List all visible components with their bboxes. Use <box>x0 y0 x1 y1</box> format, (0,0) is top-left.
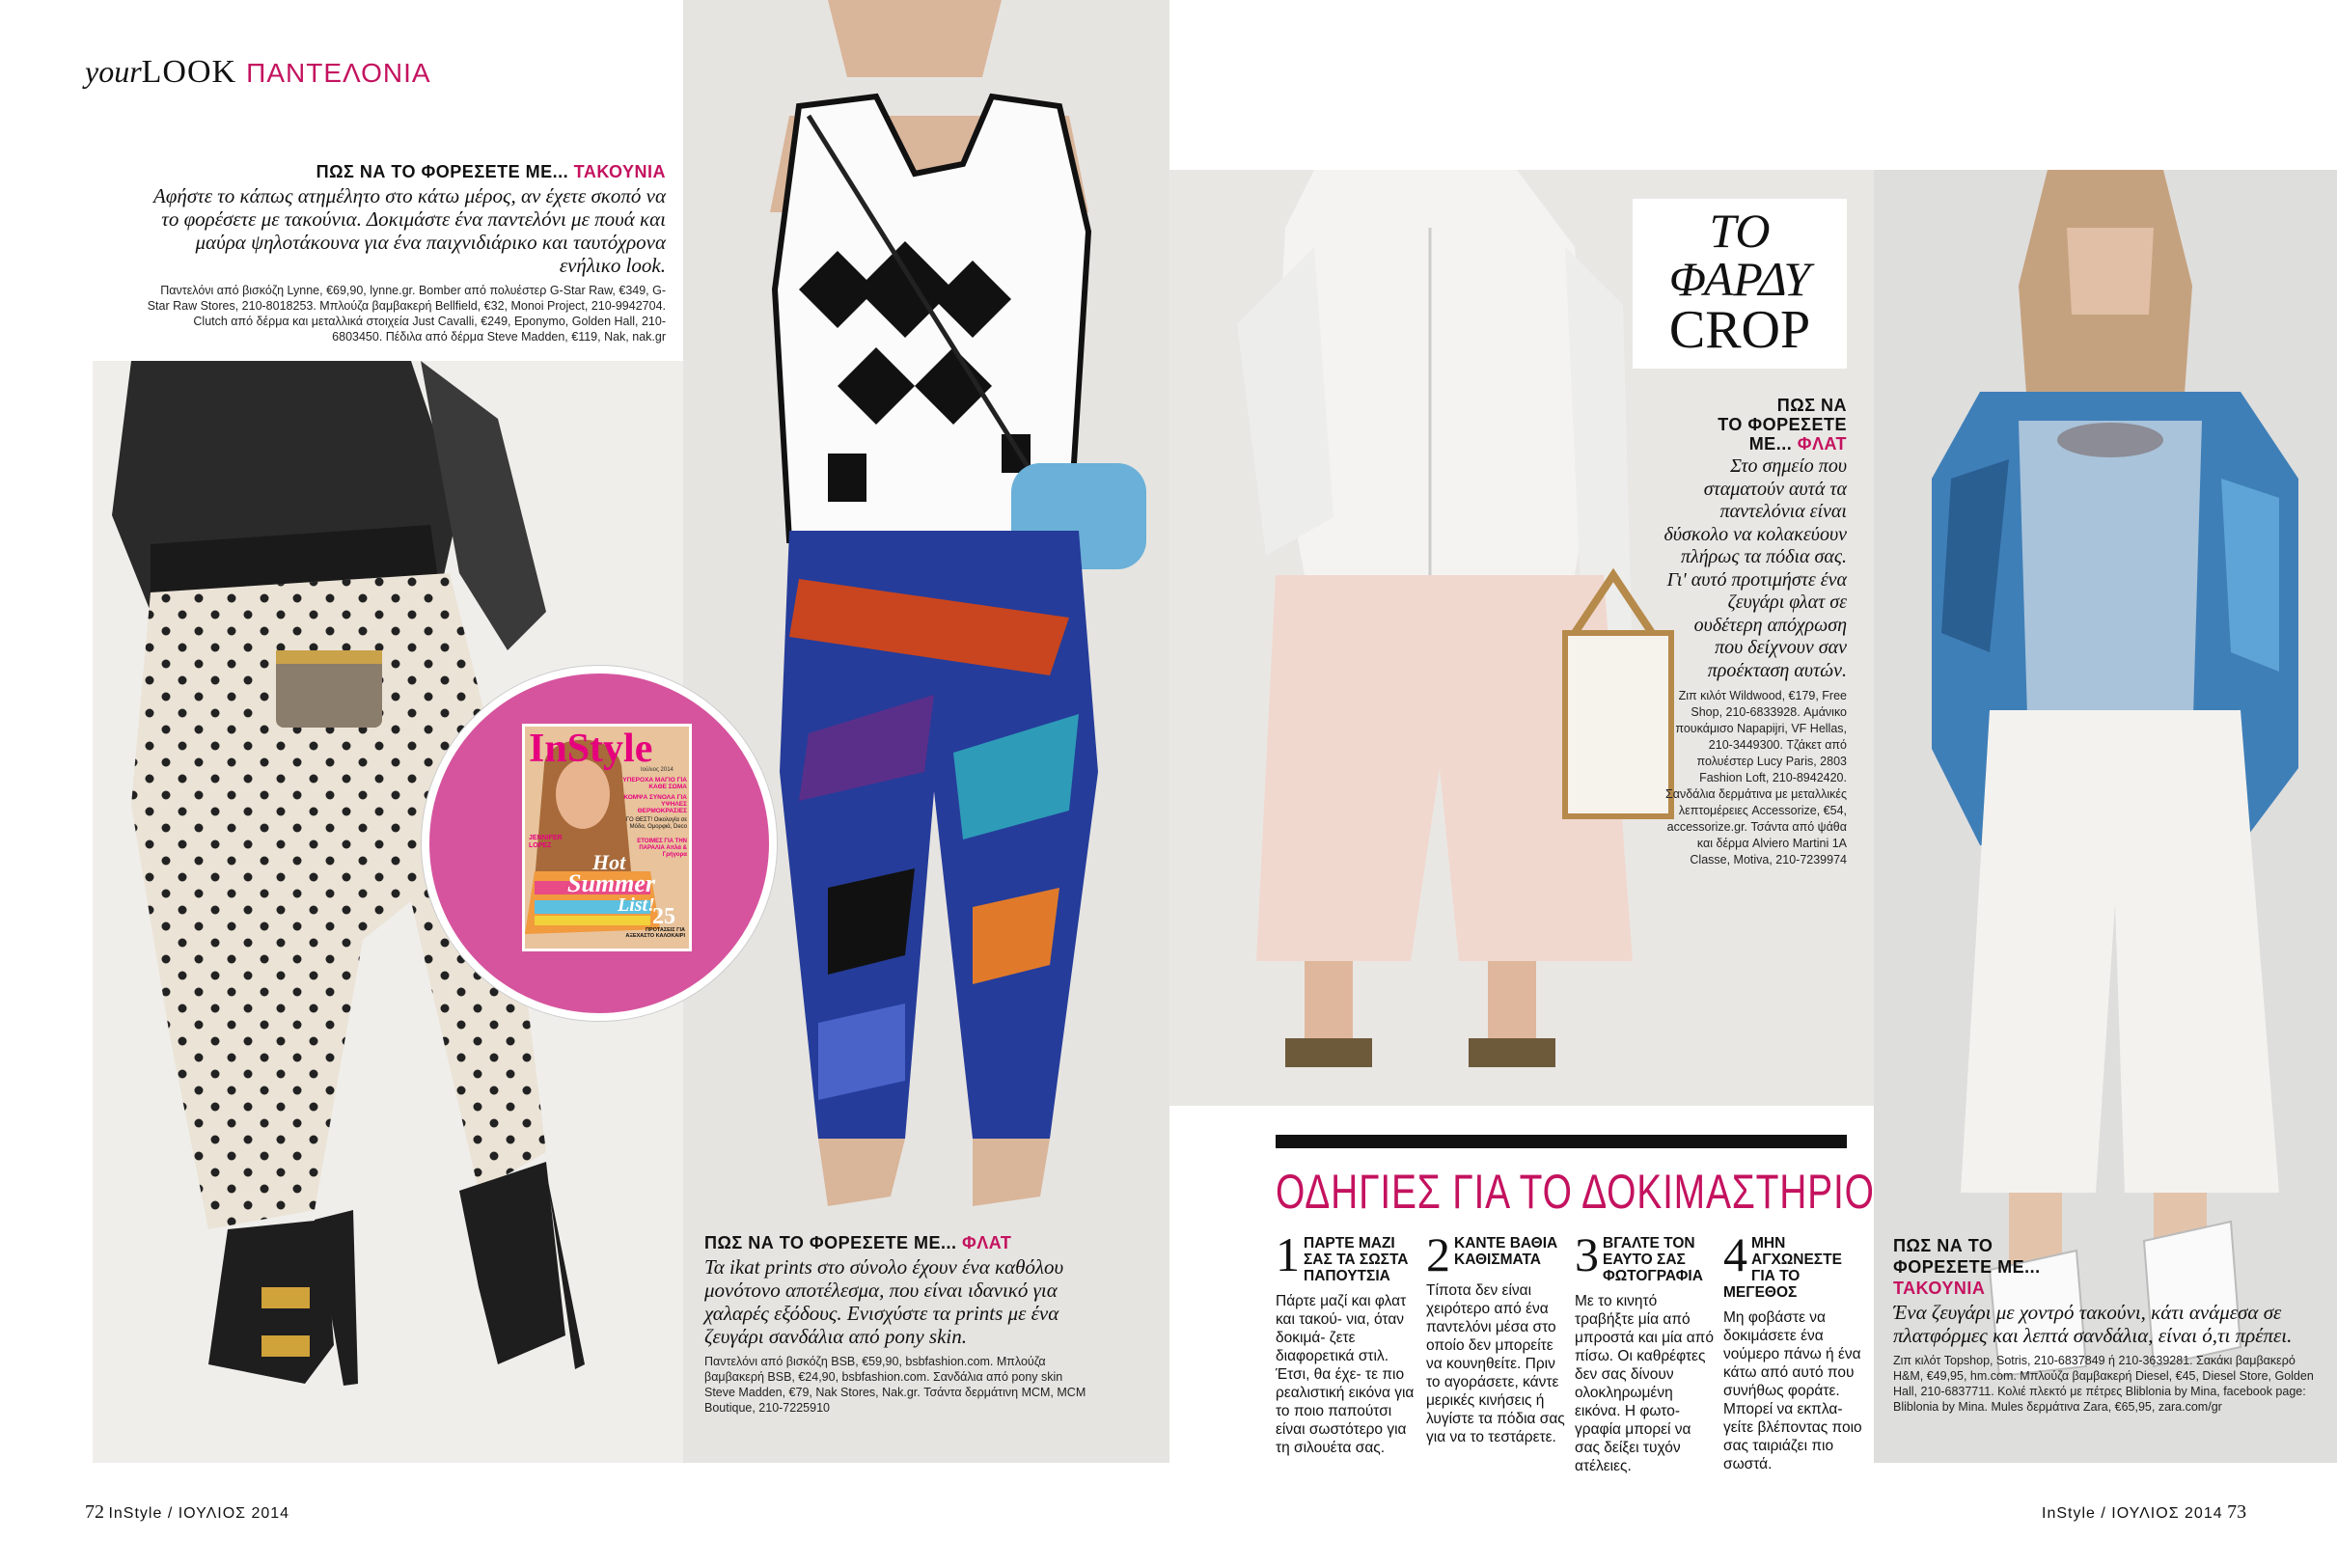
guide-step-4-text: Μη φοβάστε να δοκιμάσετε ένα νούμερο πάνω ή ένα κάτω από αυτό που συνήθως φοράτε. Μπορεί να εκπλα- γείτε βλέποντας ποιο σας ταιριάζει πιο σωστά. <box>1723 1309 1862 1472</box>
flat-crop-heading <box>1662 396 1847 454</box>
flat-crop-body: Στο σημείο που σταματούν αυτά τα παντελόνια είναι δύσκολο να κολακεύουν πλήρως τα πόδια σας. Γι' αυτό προτιμήστε ένα ζευγάρι φλατ σε ουδέτερη απόχρωση που δείχνουν σαν προέκταση αυτών. <box>1663 455 1847 681</box>
magazine-summer: Summer <box>567 869 656 897</box>
crop-title-line2: ΦΑΡΔΥ <box>1668 252 1811 306</box>
footer-right <box>2042 1501 2246 1524</box>
header-look: LOOK <box>141 54 237 90</box>
flat-ikat-heading-prefix: ΠΩΣ ΝΑ ΤΟ ΦΟΡΕΣΕΤΕ ΜΕ... <box>704 1233 957 1252</box>
magazine-date: Ιούλιος 2014 <box>641 767 674 773</box>
heels-right-heading-accent: ΤΑΚΟΥΝΙΑ <box>1893 1279 1986 1298</box>
magazine-number: 25 <box>652 904 675 929</box>
heels-credits: Παντελόνι από βισκόζη Lynne, €69,90, lynne.gr. Bomber από πολυέστερ G-Star Raw, €349, G-Star Raw Stores, 210-8018253. Μπλούζα βαμβακερή Bellfield, €32, Monoi Project, 210-9942704. Clutch από δέρμα και μεταλλικά στοιχεία Just Cavalli, €249, Eponymo, Golden Hall, 210-6803450. Πέδιλα από δέρμα Steve Madden, €119, Nak, nak.gr <box>147 284 666 344</box>
magazine-hot: Hot <box>592 850 626 874</box>
heels-right-text-block <box>1893 1235 2318 1415</box>
crop-title-line3: CROP <box>1668 300 1811 360</box>
guide-step-1-number: 1 <box>1276 1227 1300 1281</box>
heels-right-credits: Ζιπ κιλότ Topshop, Sotris, 210-6837849 ή 210-3639281. Σακάκι βαμβακερό H&M, €49,95, hm.com. Μπλούζα βαμβακερή Diesel, €45, Diesel Store, Golden Hall, 210-6837711. Κολιέ πλεκτό με πέτρες Bliblonia by Mina, facebook page: Bliblonia by Mina. Mules δερμάτινα Zara, €65,95, zara.com/gr <box>1893 1354 2314 1414</box>
guide-step-3 <box>1575 1227 1719 1475</box>
guide-step-2-title: ΚΑΝΤΕ ΒΑΘΙΑ ΚΑΘΙΣΜΑΤΑ <box>1454 1235 1558 1268</box>
magazine-number-text: ΠΡΟΤΑΣΕΙΣ ΓΙΑ ΑΞΕΧΑΣΤΟ ΚΑΛΟΚΑΙΡΙ <box>625 927 685 939</box>
flat-crop-credits: Ζιπ κιλότ Wildwood, €179, Free Shop, 210-6833928. Αμάνικο πουκάμισο Napapijri, VF Hellas, 210-3449300. Τζάκετ από πολυέστερ Lucy Paris, 2803 Fashion Loft, 210-8942420. Σανδάλια δερμάτινα με μεταλλικές λεπτομέρειες Accessorize, €54, accessorize.gr. Τσάντα από ψάθα και δέρμα Alviero Martini 1A Classe, Motiva, 210-7239974 <box>1665 689 1847 867</box>
header-section: ΠΑΝΤΕΛΟΝΙΑ <box>246 58 431 88</box>
guide-step-1 <box>1276 1227 1420 1457</box>
flat-ikat-heading <box>704 1233 1090 1253</box>
guide-title: ΟΔΗΓΙΕΣ ΓΙΑ ΤΟ ΔΟΚΙΜΑΣΤΗΡΙΟ <box>1276 1165 1875 1219</box>
heels-heading-prefix: ΠΩΣ ΝΑ ΤΟ ΦΟΡΕΣΕΤΕ ΜΕ... <box>316 162 569 181</box>
guide-step-2 <box>1426 1227 1571 1446</box>
magazine-cover-circle <box>422 666 777 1021</box>
heels-right-heading-line1: ΠΩΣ ΝΑ ΤΟ <box>1893 1236 1993 1255</box>
magazine-headline-2: ΚΟΜΨΑ ΣΥΝΟΛΑ ΓΙΑ ΥΨΗΛΕΣ ΘΕΡΜΟΚΡΑΣΙΕΣ <box>623 794 687 814</box>
footer-left <box>85 1501 289 1524</box>
heels-right-heading-line2: ΦΟΡΕΣΕΤΕ ΜΕ... <box>1893 1257 2041 1277</box>
guide-step-1-title: ΠΑΡΤΕ ΜΑΖΙ ΣΑΣ ΤΑ ΣΩΣΤΑ ΠΑΠΟΥΤΣΙΑ <box>1304 1235 1409 1284</box>
footer-left-text: InStyle / ΙΟΥΛΙΟΣ 2014 <box>108 1505 290 1522</box>
magazine-headline-1: ΥΠΕΡΟΧΑ ΜΑΓΙΟ ΓΙΑ ΚΑΘΕ ΣΩΜΑ <box>622 777 687 790</box>
guide-step-3-number: 3 <box>1575 1227 1599 1281</box>
heels-right-body: Ένα ζευγάρι με χοντρό τακούνι, κάτι ανάμεσα σε πλατφόρμες και λεπτά σανδάλια, είναι ό,τι πρέπει. <box>1893 1301 2293 1347</box>
guide-rule <box>1276 1135 1847 1148</box>
guide-step-1-text: Πάρτε μαζί και φλατ και τακού- νια, όταν δοκιμά- ζετε διαφορετικά στιλ. Έτσι, θα έχε- τε πιο ρεαλιστική εικόνα για το ποιο παπούτσι είναι σωστότερο για τη σιλουέτα σας. <box>1276 1293 1415 1456</box>
flat-ikat-heading-accent: ΦΛΑΤ <box>962 1233 1012 1252</box>
flat-crop-text-block <box>1662 396 1847 868</box>
magazine-cover-name: JENNIFER LOPEZ <box>529 835 563 849</box>
magazine-headline-3: ΓΟ ΘΕΣΤ! Οικολογία σε Μόδα, Ομορφιά, Deco <box>625 817 687 830</box>
heels-text-block <box>145 162 666 349</box>
page-number-left: 72 <box>85 1501 104 1523</box>
guide-step-4 <box>1723 1227 1868 1473</box>
crop-title-box <box>1633 199 1847 369</box>
flat-crop-heading-line3: ΜΕ... <box>1748 434 1793 454</box>
guide-step-3-text: Με το κινητό τραβήξτε μία από μπροστά και μία από πίσω. Οι καθρέφτες δεν σας δίνουν ολοκληρωμένη εικόνα. Η φωτο- γραφία μπορεί να σας δείξει τυχόν ατέλειες. <box>1575 1293 1714 1474</box>
guide-step-4-title: ΜΗΝ ΑΓΧΩΝΕΣΤΕ ΓΙΑ ΤΟ ΜΕΓΕΘΟΣ <box>1723 1235 1842 1301</box>
heels-right-heading <box>1893 1235 2318 1299</box>
section-header <box>85 54 431 98</box>
footer-right-text: InStyle / ΙΟΥΛΙΟΣ 2014 <box>2042 1505 2223 1522</box>
heels-heading <box>145 162 666 182</box>
guide-step-2-text: Τίποτα δεν είναι χειρότερο από ένα παντελόνι μέσα στο οποίο δεν μπορείτε να κουνηθείτε. Πριν το αγοράσετε, κάντε μερικές κινήσεις ή λυγίστε τα πόδια σας για να το τεστάρετε. <box>1426 1282 1565 1445</box>
crop-title-line1: ΤΟ <box>1709 204 1771 258</box>
guide-step-2-number: 2 <box>1426 1227 1450 1281</box>
header-your: your <box>85 54 142 89</box>
guide-step-4-number: 4 <box>1723 1227 1747 1281</box>
flat-crop-heading-line2: ΤΟ ΦΟΡΕΣΕΤΕ <box>1718 415 1847 434</box>
magazine-cover <box>522 724 692 951</box>
magazine-headline-4: ΕΤΟΙΜΕΣ ΓΙΑ ΤΗΝ ΠΑΡΑΛΙΑ Απλά & Γρήγορα <box>637 839 687 858</box>
guide-step-3-title: ΒΓΑΛΤΕ ΤΟΝ ΕΑΥΤΟ ΣΑΣ ΦΩΤΟΓΡΑΦΙΑ <box>1603 1235 1703 1284</box>
flat-crop-heading-line1: ΠΩΣ ΝΑ <box>1776 396 1847 415</box>
heels-heading-accent: ΤΑΚΟΥΝΙΑ <box>573 162 666 181</box>
flat-ikat-body: Τα ikat prints στο σύνολο έχουν ένα καθόλου μονότονο αποτέλεσμα, που είναι ιδανικό για χαλαρές εξόδους. Ενισχύστε τα prints με ένα ζευγάρι σανδάλια από pony skin. <box>704 1255 1064 1348</box>
magazine-list: List! <box>618 894 655 916</box>
flat-ikat-credits: Παντελόνι από βισκόζη BSB, €59,90, bsbfashion.com. Μπλούζα βαμβακερή BSB, €24,90, bsbfashion.com. Σανδάλια από pony skin Steve Madden, €79, Nak Stores, Nak.gr. Τσάντα δερμάτινη MCM, MCM Boutique, 210-7225910 <box>704 1355 1086 1415</box>
heels-body: Αφήστε το κάπως ατημέλητο στο κάτω μέρος, αν έχετε σκοπό να το φορέσετε με τακούνια. Δοκιμάστε ένα παντελόνι με πουά και μαύρα ψηλοτάκουνα για ένα παιχνιδιάρικο και ταυτόχρονα ενήλικο look. <box>152 184 666 277</box>
flat-ikat-text-block <box>704 1233 1090 1455</box>
flat-crop-heading-accent: ΦΛΑΤ <box>1797 434 1847 454</box>
magazine-logo: InStyle <box>529 727 653 771</box>
page-number-right: 73 <box>2227 1501 2247 1523</box>
